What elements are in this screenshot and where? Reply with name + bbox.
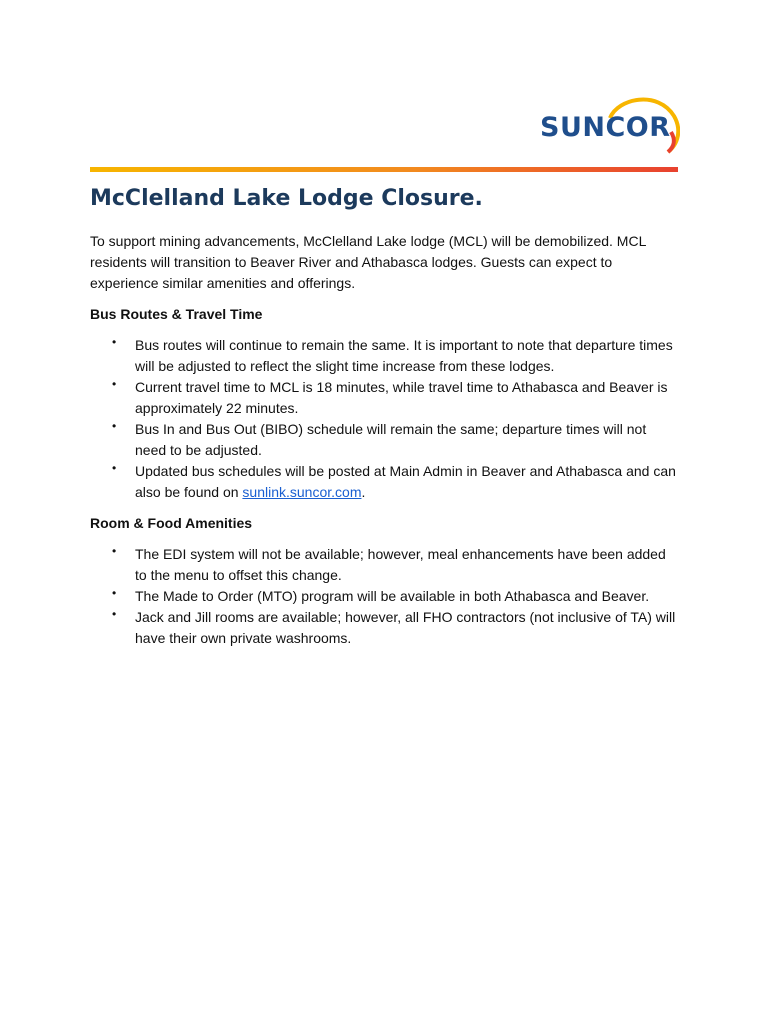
suncor-logo <box>540 92 680 154</box>
bullet-icon: • <box>112 335 117 349</box>
section-heading-bus-routes: Bus Routes & Travel Time <box>90 306 263 322</box>
bullet-icon: • <box>112 607 117 621</box>
room-food-list <box>90 544 680 649</box>
list-item: • The EDI system will not be available; however, meal enhancements have been added to the menu to offset this change. <box>90 544 680 586</box>
list-item: • Updated bus schedules will be posted at Main Admin in Beaver and Athabasca and can also be found on sunlink.suncor.com. <box>90 461 680 503</box>
list-item: • The Made to Order (MTO) program will be available in both Athabasca and Beaver. <box>90 586 680 607</box>
bullet-icon: • <box>112 586 117 600</box>
list-item: • Bus routes will continue to remain the same. It is important to note that departure times will be adjusted to reflect the slight time increase from these lodges. <box>90 335 680 377</box>
section-heading-room-food: Room & Food Amenities <box>90 515 253 531</box>
bullet-icon: • <box>112 419 117 433</box>
logo-wordmark: SUNCOR <box>540 112 671 143</box>
list-item: • Jack and Jill rooms are available; however, all FHO contractors (not inclusive of TA) will have their own private washrooms. <box>90 607 680 649</box>
sunlink-link[interactable]: sunlink.suncor.com <box>242 484 362 500</box>
bus-routes-list <box>90 335 680 503</box>
bullet-icon: • <box>112 461 117 475</box>
document-body <box>90 231 680 649</box>
bullet-icon: • <box>112 377 117 391</box>
intro-paragraph: To support mining advancements, McClelland Lake lodge (MCL) will be demobilized. MCL residents will transition to Beaver River and Athabasca lodges. Guests can expect to experience similar amenities and offerings. <box>90 233 646 291</box>
bullet-icon: • <box>112 544 117 558</box>
list-item: • Bus In and Bus Out (BIBO) schedule will remain the same; departure times will not need to be adjusted. <box>90 419 680 461</box>
header-divider <box>90 167 678 172</box>
list-item: • Current travel time to MCL is 18 minutes, while travel time to Athabasca and Beaver is approximately 22 minutes. <box>90 377 680 419</box>
page-title: McClelland Lake Lodge Closure. <box>90 186 483 211</box>
